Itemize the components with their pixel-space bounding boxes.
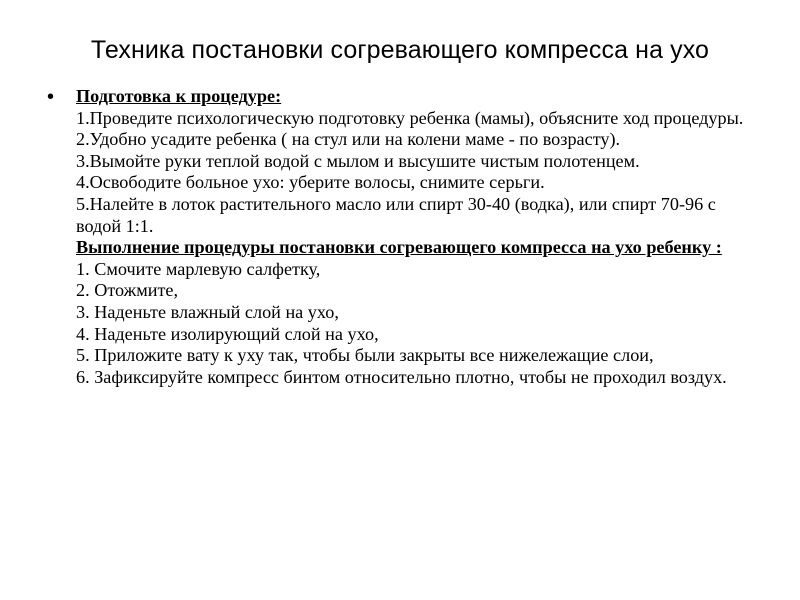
- slide-body: [76, 86, 756, 388]
- preparation-step-1: 1.Проведите психологическую подготовку ребенка (мамы), объясните ход процедуры.: [76, 107, 744, 128]
- slide-title: Техника постановки согревающего компресса на ухо: [90, 36, 710, 64]
- bullet-icon: •: [47, 86, 55, 108]
- preparation-heading: Подготовка к процедуре:: [76, 86, 282, 106]
- execution-step-1: 1. Смочите марлевую салфетку,: [76, 258, 321, 279]
- execution-heading: Выполнение процедуры постановки согревающего компресса на ухо ребенку :: [76, 237, 722, 258]
- preparation-step-2: 2.Удобно усадите ребенка ( на стул или на колени маме - по возрасту).: [76, 129, 621, 150]
- execution-step-3: 3. Наденьте влажный слой на ухо,: [76, 301, 339, 322]
- execution-step-2: 2. Отожмите,: [76, 280, 179, 301]
- execution-step-5: 5. Приложите вату к уху так, чтобы были закрыты все нижележащие слои,: [76, 345, 654, 366]
- preparation-step-4: 4.Освободите больное ухо: уберите волосы, снимите серьги.: [76, 172, 545, 193]
- preparation-step-3: 3.Вымойте руки теплой водой с мылом и высушите чистым полотенцем.: [76, 150, 640, 171]
- execution-step-4: 4. Наденьте изолирующий слой на ухо,: [76, 323, 379, 344]
- preparation-step-5: 5.Налейте в лоток растительного масло или спирт 30-40 (водка), или спирт 70-96 с водой 1:1.: [76, 193, 716, 236]
- execution-step-6: 6. Зафиксируйте компресс бинтом относительно плотно, чтобы не проходил воздух.: [76, 366, 727, 387]
